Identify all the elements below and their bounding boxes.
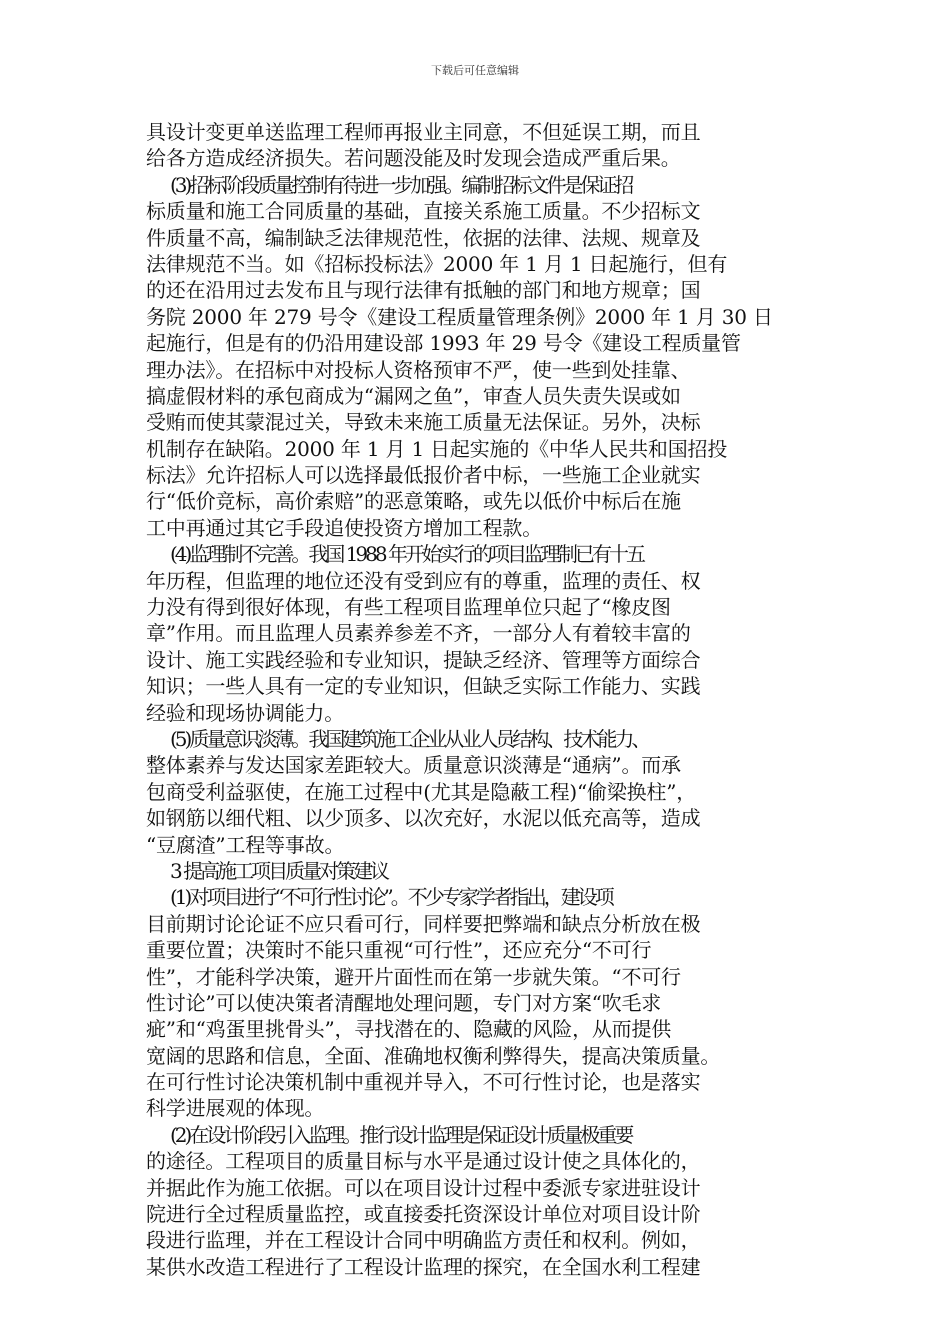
text-line: 的还在沿用过去发布且与现行法律有抵触的部门和地方规章；国: [146, 278, 701, 303]
text-line: 的途径。工程项目的质量目标与水平是通过设计使之具体化的，: [146, 1149, 701, 1174]
text-line: 包商受利益驱使，在施工过程中(尤其是隐蔽工程)“偷梁换柱”，: [146, 779, 697, 804]
text-line: 年历程，但监理的地位还没有受到应有的尊重，监理的责任、权: [146, 568, 701, 593]
text-line: 整体素养与发达国家差距较大。质量意识淡薄是“通病”。而承: [146, 753, 681, 778]
text-line: 力没有得到很好体现，有些工程项目监理单位只起了“橡皮图: [146, 595, 671, 620]
text-line: 搞虚假材料的承包商成为“漏网之鱼”，审查人员失责失误或如: [146, 383, 681, 408]
text-line: 疵”和“鸡蛋里挑骨头”，寻找潜在的、隐藏的风险，从而提供: [146, 1017, 672, 1042]
text-line: 受贿而使其蒙混过关，导致未来施工质量无法保证。另外，决标: [146, 410, 701, 435]
text-line: (5)质量意识淡薄。我国建筑施工企业从业人员结构、技术能力、: [170, 726, 649, 751]
text-line: 务院 2000 年 279 号令《建设工程质量管理条例》2000 年 1 月 30 日: [146, 304, 773, 329]
text-line: 标法》允许招标人可以选择最低报价者中标，一些施工企业就实: [146, 463, 701, 488]
text-line: 具设计变更单送监理工程师再报业主同意，不但延误工期，而且: [146, 120, 701, 144]
text-line: (1)对项目进行“不可行性讨论”。不少专家学者指出，建设项: [170, 885, 612, 910]
text-line: 法律规范不当。如《招标投标法》2000 年 1 月 1 日起施行，但有: [146, 251, 728, 276]
text-line: 宽阔的思路和信息，全面、准确地权衡利弊得失，提高决策质量。: [146, 1043, 721, 1068]
document-body: [146, 119, 806, 1280]
page-header: 下载后可任意编辑: [431, 64, 519, 77]
text-line: 科学进展观的体现。: [146, 1096, 325, 1121]
text-line: 性”，才能科学决策，避开片面性而在第一步就失策。“不可行: [146, 964, 681, 989]
text-line: 在可行性讨论决策机制中重视并导入，不可行性讨论，也是落实: [146, 1070, 701, 1095]
text-line: 给各方造成经济损失。若问题没能及时发现会造成严重后果。: [146, 146, 681, 171]
text-line: 如钢筋以细代粗、以少顶多、以次充好，水泥以低充高等，造成: [146, 806, 701, 831]
text-line: 知识；一些人具有一定的专业知识，但缺乏实际工作能力、实践: [146, 674, 701, 699]
text-line: 性讨论”可以使决策者清醒地处理问题，专门对方案“吹毛求: [146, 990, 662, 1015]
text-line: (2)在设计阶段引入监理。推行设计监理是保证设计质量极重要: [170, 1122, 632, 1147]
text-line: 经验和现场协调能力。: [146, 700, 344, 725]
text-line: 设计、施工实践经验和专业知识，提缺乏经济、管理等方面综合: [146, 647, 701, 672]
text-line: 标质量和施工合同质量的基础，直接关系施工质量。不少招标文: [146, 199, 701, 224]
text-line: 段进行监理，并在工程设计合同中明确监方责任和权利。例如，: [146, 1228, 701, 1253]
text-line: 机制存在缺陷。2000 年 1 月 1 日起实施的《中华人民共和国招投: [146, 436, 728, 461]
text-line: 并据此作为施工依据。可以在项目设计过程中委派专家进驻设计: [146, 1175, 701, 1200]
text-line: 行“低价竞标，高价索赔”的恶意策略，或先以低价中标后在施: [146, 489, 681, 514]
text-line: “豆腐渣”工程等事故。: [146, 832, 345, 857]
text-line: 件质量不高，编制缺乏法律规范性，依据的法律、法规、规章及: [146, 225, 701, 250]
text-line: 3 提高施工项目质量对策建议: [170, 858, 388, 883]
text-line: 院进行全过程质量监控，或直接委托资深设计单位对项目设计阶: [146, 1202, 701, 1227]
text-line: 某供水改造工程进行了工程设计监理的探究，在全国水利工程建: [146, 1254, 701, 1279]
text-line: 工中再通过其它手段追使投资方增加工程款。: [146, 515, 542, 540]
text-line: (4)监理制不完善。我国 1988 年开始实行的项目监理制已有十五: [170, 542, 643, 567]
text-line: 目前期讨论论证不应只看可行，同样要把弊端和缺点分析放在极: [146, 911, 701, 936]
text-line: 重要位置；决策时不能只重视“可行性”，还应充分“不可行: [146, 938, 652, 963]
text-line: 理办法》。在招标中对投标人资格预审不严，使一些到处挂靠、: [146, 357, 691, 382]
text-line: (3)招标阶段质量控制有待进一步加强。编制招标文件是保证招: [170, 172, 632, 197]
text-line: 章”作用。而且监理人员素养参差不齐，一部分人有着较丰富的: [146, 621, 691, 646]
text-line: 起施行，但是有的仍沿用建设部 1993 年 29 号令《建设工程质量管: [146, 331, 741, 356]
